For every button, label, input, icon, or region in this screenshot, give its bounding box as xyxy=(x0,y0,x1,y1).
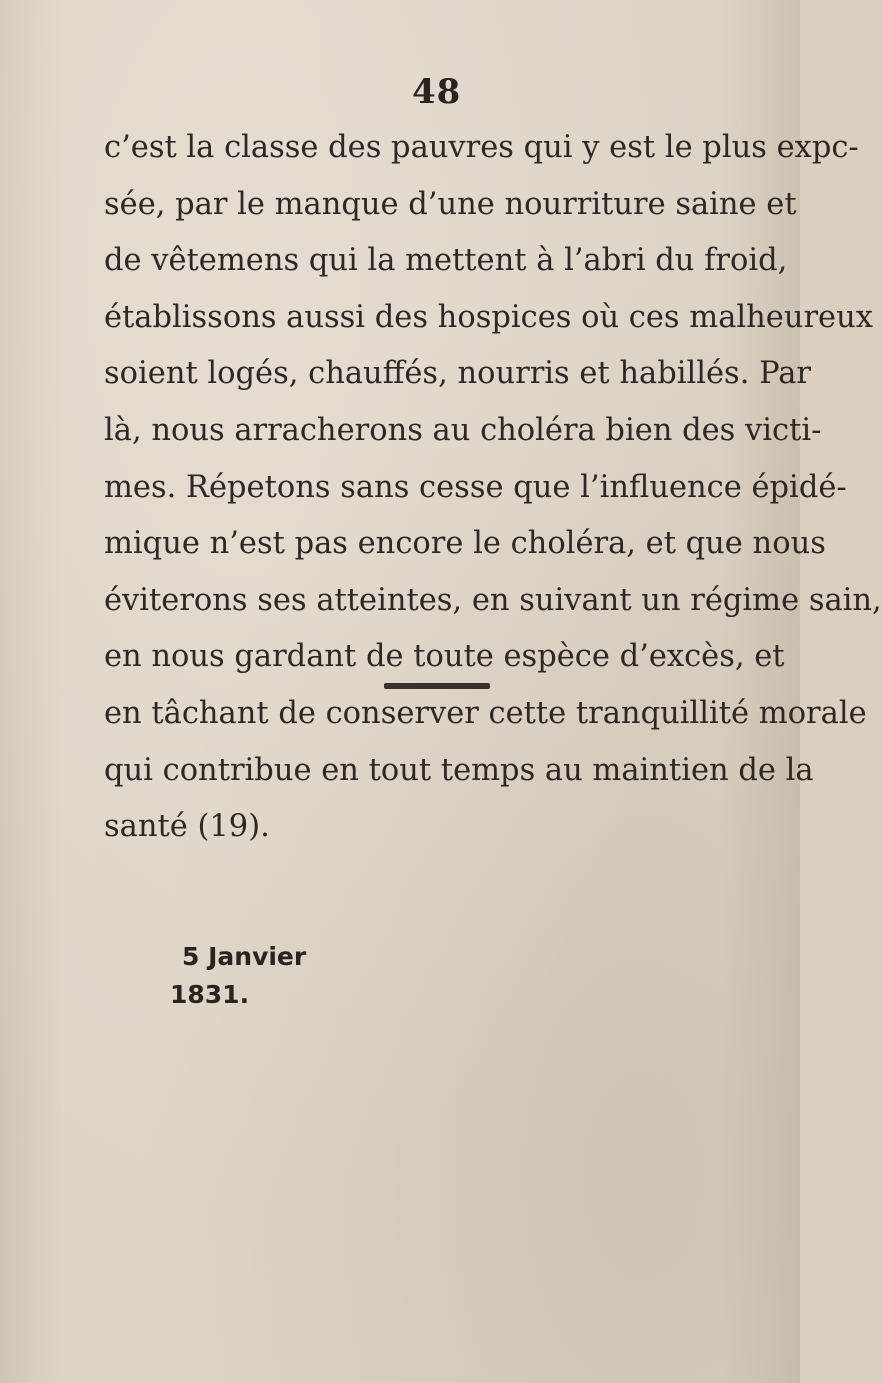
text-line: éviterons ses atteintes, en suivant un régime sain, xyxy=(104,582,882,618)
page-number: 48 xyxy=(412,72,462,112)
text-line: en nous gardant de toute espèce d’excès, et xyxy=(104,639,785,675)
date-signature xyxy=(170,938,307,1014)
text-line: mique n’est pas encore le choléra, et que nous xyxy=(104,526,826,562)
text-line: santé (19). xyxy=(104,809,270,845)
text-line: mes. Répetons sans cesse que l’influence épidé- xyxy=(104,469,847,505)
text-line: sée, par le manque d’une nourriture saine et xyxy=(104,186,797,222)
text-line: établissons aussi des hospices où ces malheureux xyxy=(104,299,873,335)
text-line: qui contribue en tout temps au maintien de la xyxy=(104,752,814,788)
text-line: c’est la classe des pauvres qui y est le plus expc- xyxy=(104,130,859,165)
text-line: de vêtemens qui la mettent à l’abri du froid, xyxy=(104,243,788,279)
signature-year: 1831. xyxy=(170,980,250,1009)
text-line: soient logés, chauffés, nourris et habillés. Par xyxy=(104,356,811,392)
body-text xyxy=(104,120,882,856)
signature-date: 5 Janvier xyxy=(182,942,307,971)
section-divider xyxy=(384,683,490,689)
text-line: en tâchant de conserver cette tranquillité morale xyxy=(104,695,867,731)
text-line: là, nous arracherons au choléra bien des victi- xyxy=(104,412,822,448)
